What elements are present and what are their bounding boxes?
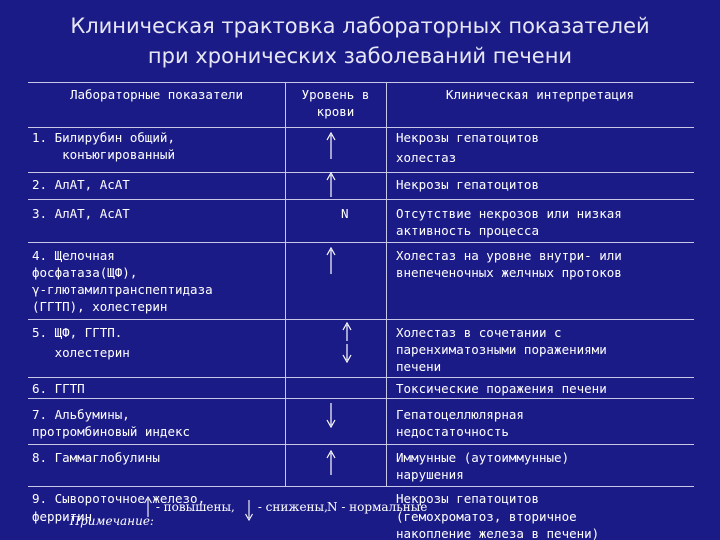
table-top-border: [28, 82, 694, 83]
indicator-line: 4. Щелочная: [32, 248, 115, 263]
indicator-line: 9. Сывороточное железо,: [32, 491, 206, 506]
row-divider: [28, 377, 694, 378]
interpretation-line: печени: [396, 359, 442, 374]
indicator-line: фосфатаза(ЩФ),: [32, 265, 138, 280]
indicator-line: (ГГТП), холестерин: [32, 299, 168, 314]
header-level-line-1: Уровень в: [301, 87, 370, 102]
arrow-up-icon: [325, 247, 337, 275]
row-divider: [28, 127, 694, 128]
arrow-up-icon: [325, 172, 337, 198]
footnote-normal-text: N - нормальные: [327, 500, 428, 514]
interpretation-line: внепеченочных желчных протоков: [396, 265, 622, 280]
indicator-line: ферритин: [32, 509, 93, 524]
row-divider: [28, 486, 694, 487]
row-divider: [28, 199, 694, 200]
column-divider: [285, 82, 286, 486]
row-divider: [28, 172, 694, 173]
footnote-up-text: - повышены,: [152, 500, 235, 514]
arrow-up-icon: [325, 450, 337, 476]
header-indicators: Лабораторные показатели: [69, 87, 244, 102]
indicator-line: γ-глютамилтранспептидаза: [32, 282, 213, 297]
interpretation-line: Некрозы гепатоцитов: [396, 491, 539, 506]
indicator-line: 3. АлАТ, АсАТ: [32, 206, 130, 221]
row-divider: [28, 319, 694, 320]
interpretation-line: нарушения: [396, 467, 464, 482]
interpretation-line: (гемохроматоз, вторичное: [396, 509, 577, 524]
footnote: [62, 500, 154, 528]
interpretation-line: активность процесса: [396, 223, 539, 238]
header-level-line-2: крови: [316, 104, 355, 119]
interpretation-line: Отсутствие некрозов или низкая: [396, 206, 622, 221]
interpretation-line: накопление железа в печени): [396, 526, 600, 540]
indicator-line: холестерин: [32, 345, 130, 360]
interpretation-line: холестаз: [396, 150, 457, 165]
arrow-down-icon: [341, 343, 353, 363]
interpretation-line: Некрозы гепатоцитов: [396, 130, 539, 145]
indicator-line: 5. ЩФ, ГГТП.: [32, 325, 123, 340]
indicator-line: протромбиновый индекс: [32, 424, 191, 439]
normal-level-mark: N: [341, 206, 349, 221]
interpretation-line: Холестаз в сочетании с: [396, 325, 562, 340]
arrow-up-icon: [325, 132, 337, 160]
indicator-line: конъюгированный: [32, 147, 175, 162]
interpretation-line: Иммунные (аутоиммунные): [396, 450, 570, 465]
interpretation-line: Холестаз на уровне внутри- или: [396, 248, 622, 263]
interpretation-line: Некрозы гепатоцитов: [396, 177, 539, 192]
interpretation-line: недостаточность: [396, 424, 509, 439]
arrow-up-icon: [341, 322, 353, 342]
header-interpretation: Клиническая интерпретация: [445, 87, 635, 102]
footnote-label: Примечание:: [69, 514, 154, 528]
interpretation-line: Гепатоцеллюлярная: [396, 407, 524, 422]
row-divider: [28, 242, 694, 243]
slide-title-line-1: Клиническая трактовка лабораторных показателей: [70, 14, 650, 38]
indicator-line: 1. Билирубин общий,: [32, 130, 175, 145]
column-divider: [386, 82, 387, 486]
indicator-line: 8. Гаммаглобулины: [32, 450, 160, 465]
row-divider: [28, 444, 694, 445]
interpretation-line: паренхиматозными поражениями: [396, 342, 607, 357]
arrow-down-icon: [244, 499, 254, 521]
row-divider: [28, 398, 694, 399]
indicator-line: 6. ГГТП: [32, 381, 85, 396]
arrow-down-icon: [325, 402, 337, 428]
interpretation-line: Токсические поражения печени: [396, 381, 607, 396]
interpretation-table: [28, 82, 694, 540]
indicator-line: 2. АлАТ, АсАТ: [32, 177, 130, 192]
indicator-line: 7. Альбумины,: [32, 407, 130, 422]
slide-title-line-2: при хронических заболеваний печени: [147, 44, 573, 68]
footnote-down-text: - снижены,: [254, 500, 328, 514]
